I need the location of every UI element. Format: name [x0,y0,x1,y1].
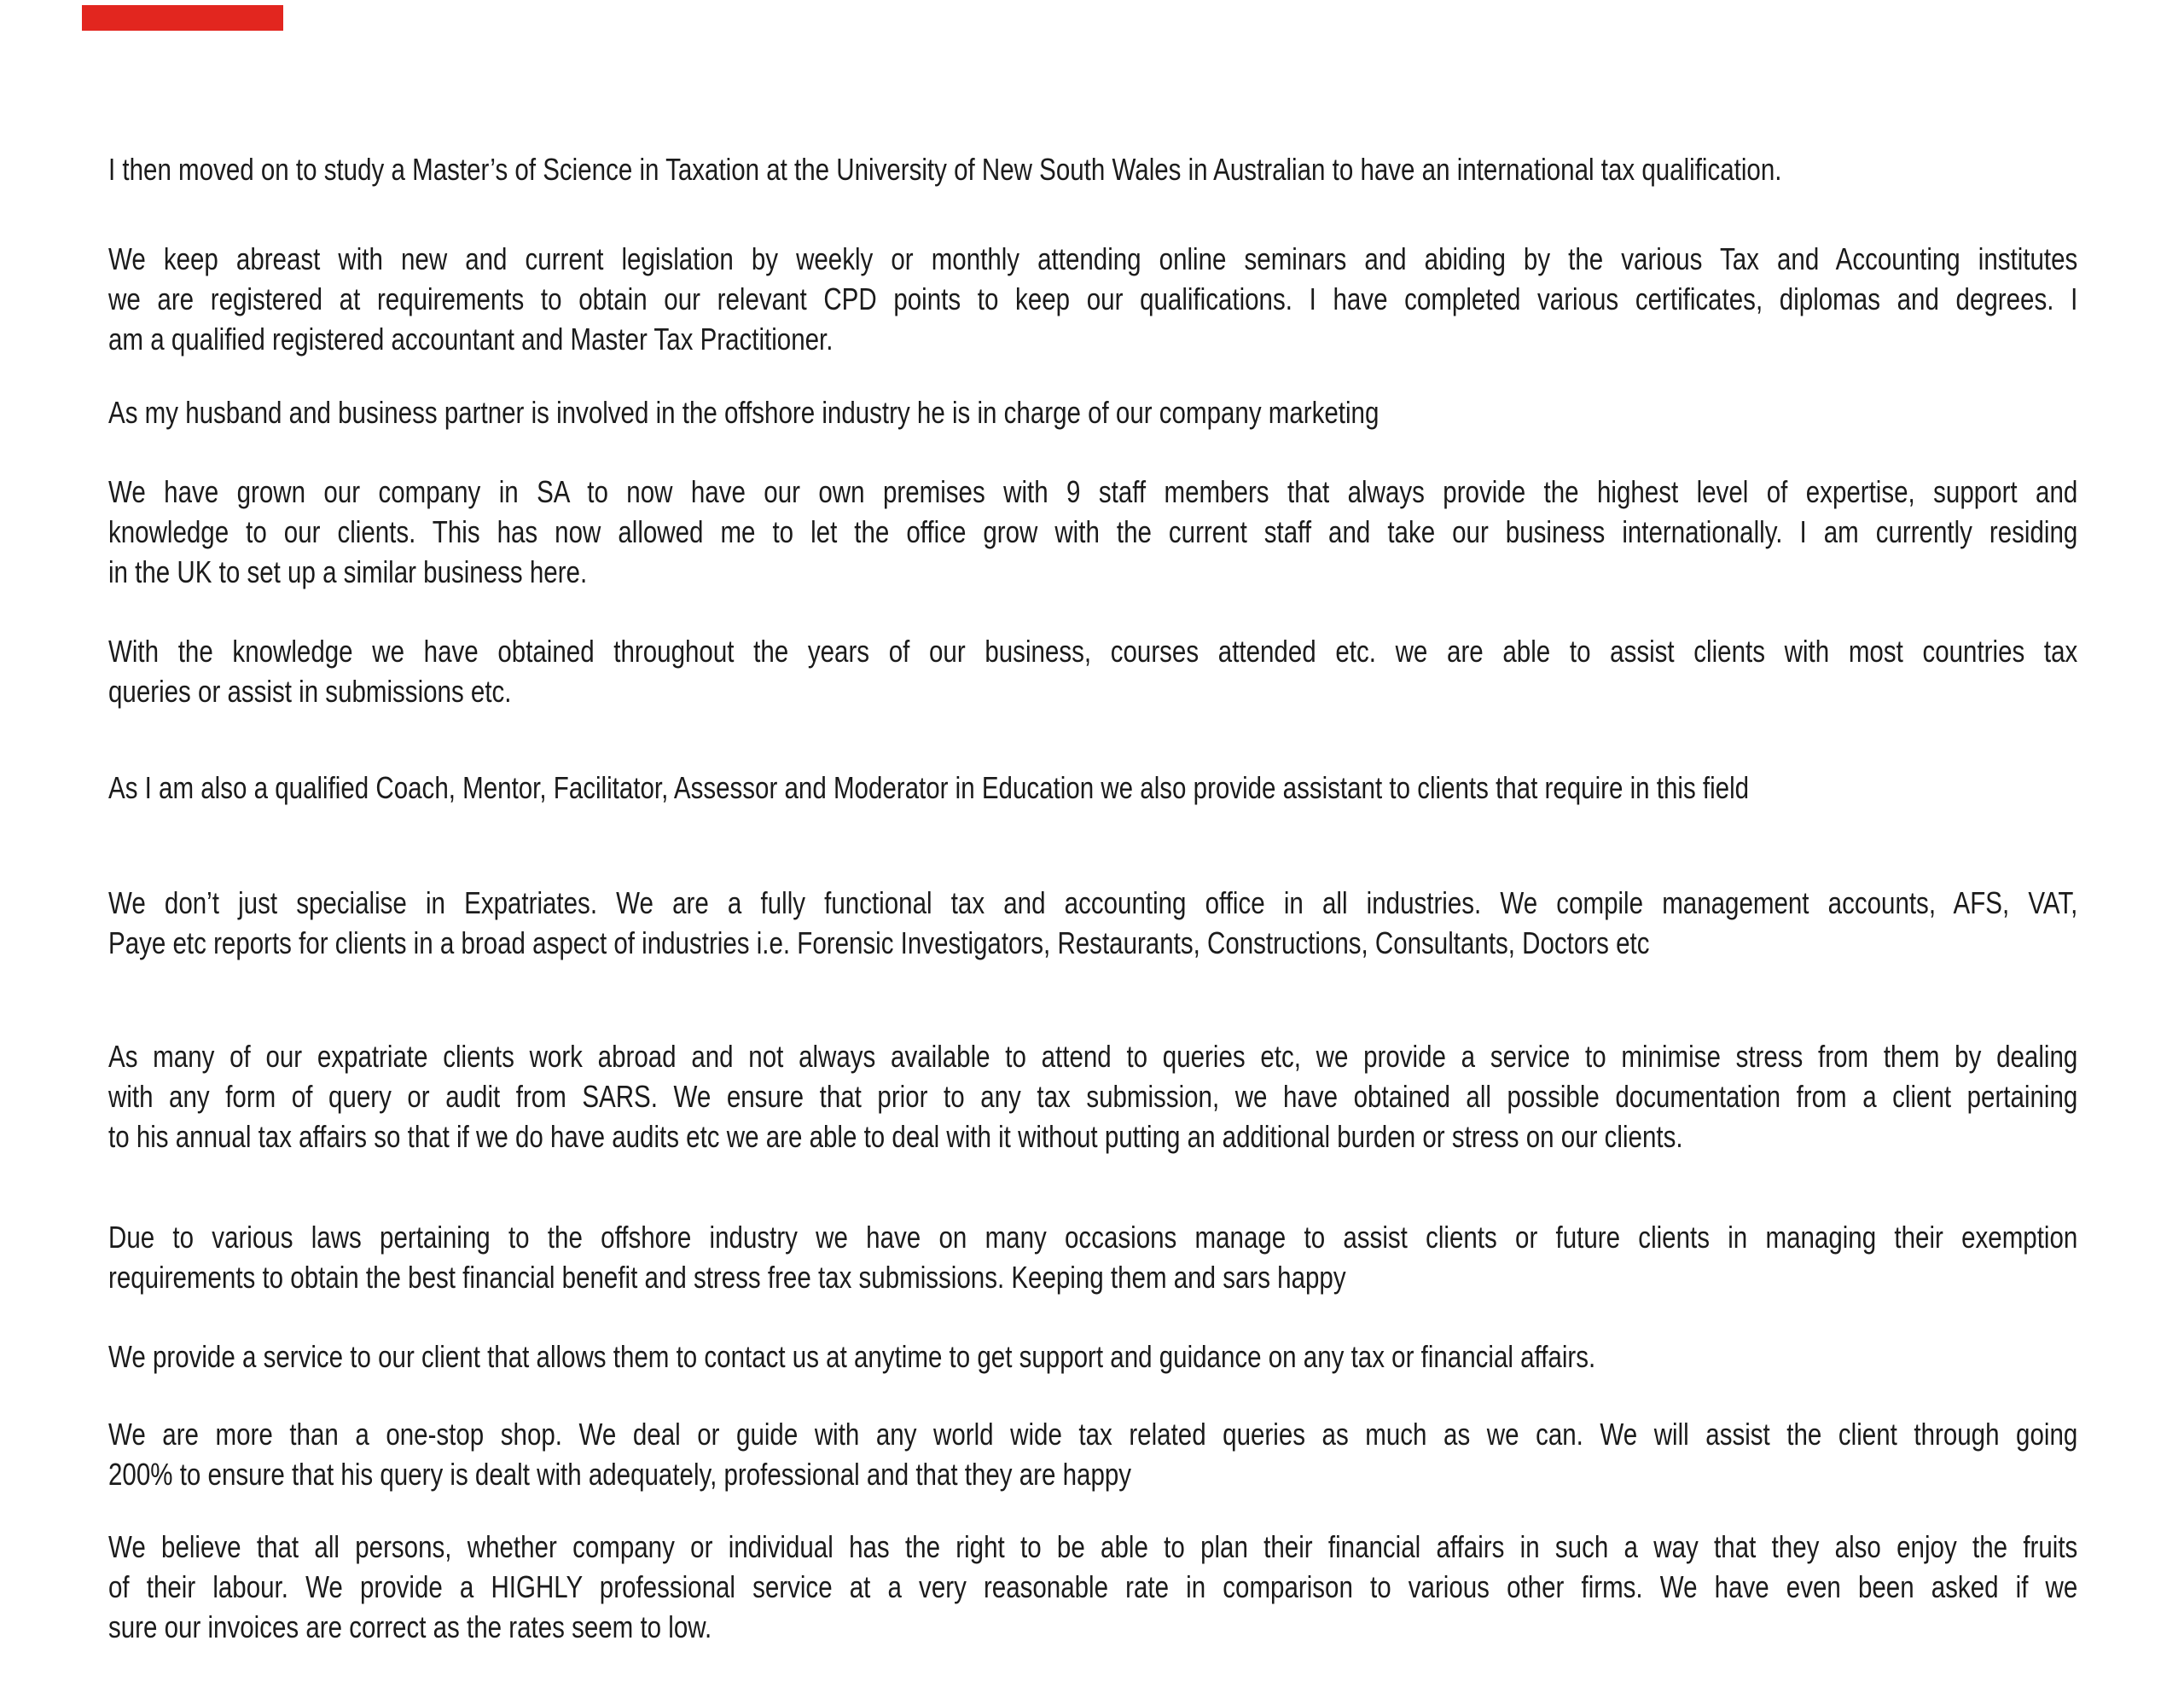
paragraph [108,883,2077,963]
text-line: with any form of query or audit from SARS. We ensure that prior to any tax submission, we have obtained all possible documentation from a client pertaining [108,1079,2078,1114]
paragraph [108,1217,2077,1297]
text-line: With the knowledge we have obtained throughout the years of our business, courses attended etc. we are able to assist clients with most countries tax [108,634,2078,669]
text-line: We are more than a one-stop shop. We deal or guide with any world wide tax related queries as much as we can. We will assist the client through going [108,1417,2078,1452]
text-line: of their labour. We provide a HIGHLY professional service at a very reasonable rate in comparison to various other firms. We have even been asked if we [108,1569,2078,1604]
paragraph [108,1527,2077,1647]
text-line: am a qualified registered accountant and Master Tax Practitioner. [108,322,834,357]
text-line: in the UK to set up a similar business here. [108,554,588,589]
text-line: queries or assist in submissions etc. [108,674,512,709]
text-line: to his annual tax affairs so that if we do have audits etc we are able to deal with it without putting an additional burden or stress on our clients. [108,1119,1683,1154]
text-line: knowledge to our clients. This has now allowed me to let the office grow with the current staff and take our business internationally. I am currently residing [108,514,2078,549]
paragraph [108,1036,2077,1157]
text-line: sure our invoices are correct as the rates seem to low. [108,1609,712,1644]
text-line: We keep abreast with new and current legislation by weekly or monthly attending online seminars and abiding by the various Tax and Accounting institutes [108,241,2078,276]
paragraph [108,472,2077,592]
paragraph [108,392,2077,432]
text-line: As I am also a qualified Coach, Mentor, Facilitator, Assessor and Moderator in Education we also provide assistant to clients that require in this field [108,770,1750,805]
text-line: I then moved on to study a Master’s of Science in Taxation at the University of New South Wales in Australian to have an international tax qualification. [108,152,1782,187]
paragraph [108,768,2077,808]
text-line: We provide a service to our client that allows them to contact us at anytime to get support and guidance on any tax or financial affairs. [108,1339,1596,1374]
paragraph [108,239,2077,359]
paragraph [108,1414,2077,1494]
paragraph [108,631,2077,711]
text-line: Paye etc reports for clients in a broad aspect of industries i.e. Forensic Investigators, Restaurants, Constructions, Consultants, Doctors etc [108,925,1650,960]
text-line: 200% to ensure that his query is dealt with adequately, professional and that they are happy [108,1457,1132,1492]
text-line: As many of our expatriate clients work abroad and not always available to attend to queries etc, we provide a service to minimise stress from them by dealing [108,1039,2078,1074]
text-line: As my husband and business partner is involved in the offshore industry he is in charge of our company marketing [108,395,1380,430]
text-line: requirements to obtain the best financial benefit and stress free tax submissions. Keeping them and sars happy [108,1260,1346,1295]
text-line: we are registered at requirements to obtain our relevant CPD points to keep our qualifications. I have completed various certificates, diplomas and degrees. I [108,281,2078,316]
red-highlight-bar [82,5,283,31]
text-line: We believe that all persons, whether company or individual has the right to be able to plan their financial affairs in such a way that they also enjoy the fruits [108,1529,2078,1564]
text-line: We don’t just specialise in Expatriates. We are a fully functional tax and accounting office in all industries. We compile management accounts, AFS, VAT, [108,885,2078,920]
text-line: Due to various laws pertaining to the offshore industry we have on many occasions manage to assist clients or future clients in managing their exemption [108,1220,2078,1255]
paragraph [108,1336,2077,1377]
text-line: We have grown our company in SA to now have our own premises with 9 staff members that always provide the highest level of expertise, support and [108,474,2078,509]
paragraph [108,149,2077,189]
